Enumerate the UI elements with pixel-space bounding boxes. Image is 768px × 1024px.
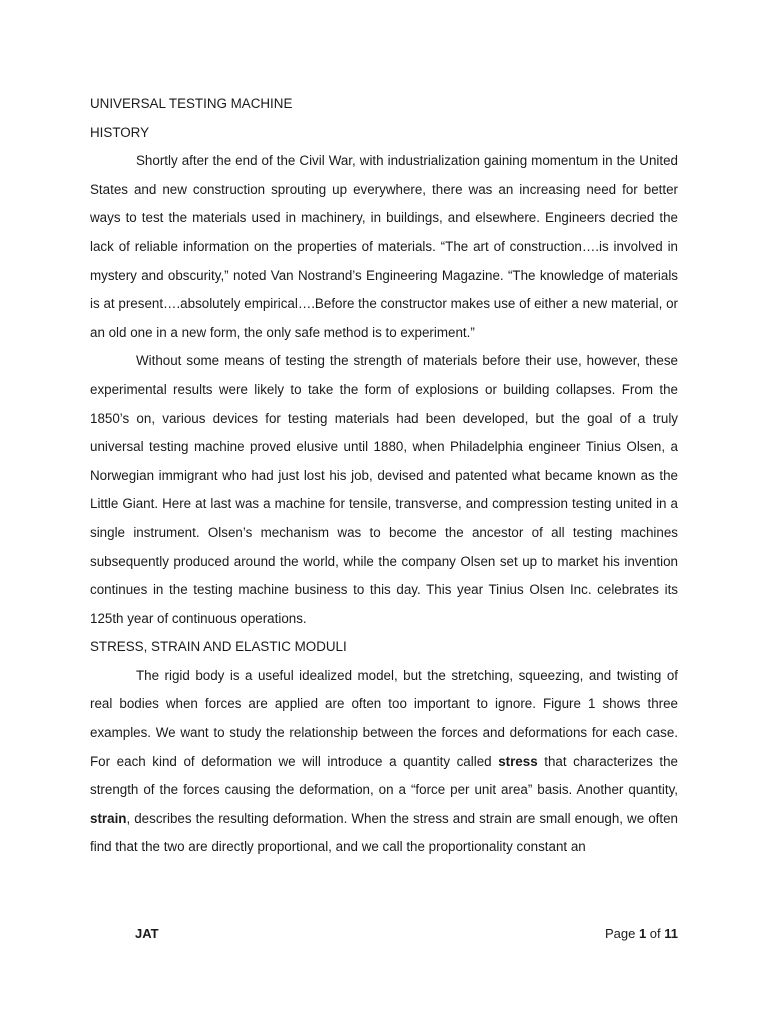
footer-page-prefix: Page	[604, 926, 639, 941]
page-footer	[135, 923, 678, 945]
document-body	[90, 90, 678, 862]
paragraph-3-text-b: that characterizes the strength of the forces causing the deformation, on a “force per unit area” basis. Another quantity,	[90, 753, 679, 798]
paragraph-3-text-a: The rigid body is a useful idealized model, but the stretching, squeezing, and twisting of real bodies when forces are applied are often too important to ignore. Figure 1 shows three examples. We want to study the relationship between the forces and deformations for each case. For each kind of deformation we will introduce a quantity called	[90, 667, 678, 769]
term-stress: stress	[498, 753, 538, 769]
term-strain: strain	[90, 810, 127, 826]
footer-page-total: 11	[664, 926, 678, 941]
paragraph-1: Shortly after the end of the Civil War, with industrialization gaining momentum in the United States and new construction sprouting up everywhere, there was an increasing need for better ways to test the materials used in machinery, in buildings, and elsewhere. Engineers decried the lack of reliable information on the properties of materials. “The art of construction….is involved in mystery and obscurity,” noted Van Nostrand’s Engineering Magazine. “The knowledge of materials is at present….absolutely empirical….Before the constructor makes use of either a new material, or an old one in a new form, the only safe method is to experiment.”	[90, 153, 678, 340]
section-heading-stress-strain: STRESS, STRAIN AND ELASTIC MODULI	[90, 639, 347, 655]
footer-page-current: 1	[638, 926, 647, 941]
section-heading-history: HISTORY	[90, 124, 150, 140]
footer-page-number	[605, 923, 678, 945]
paragraph-3	[90, 662, 678, 862]
footer-author: JAT	[135, 926, 159, 941]
document-title: UNIVERSAL TESTING MACHINE	[90, 96, 293, 111]
footer-page-of: of	[646, 926, 665, 941]
paragraph-2: Without some means of testing the strength of materials before their use, however, these experimental results were likely to take the form of explosions or building collapses. From the 1850’s on, various devices for testing materials had been developed, but the goal of a truly universal testing machine proved elusive until 1880, when Philadelphia engineer Tinius Olsen, a Norwegian immigrant who had just lost his job, devised and patented what became known as the Little Giant. Here at last was a machine for tensile, transverse, and compression testing united in a single instrument. Olsen’s mechanism was to become the ancestor of all testing machines subsequently produced around the world, while the company Olsen set up to market his invention continues in the testing machine business to this day. This year Tinius Olsen Inc. celebrates its 125th year of continuous operations.	[90, 353, 678, 626]
paragraph-3-text-c: , describes the resulting deformation. When the stress and strain are small enough, we often find that the two are directly proportional, and we call the proportionality constant an	[90, 810, 678, 855]
